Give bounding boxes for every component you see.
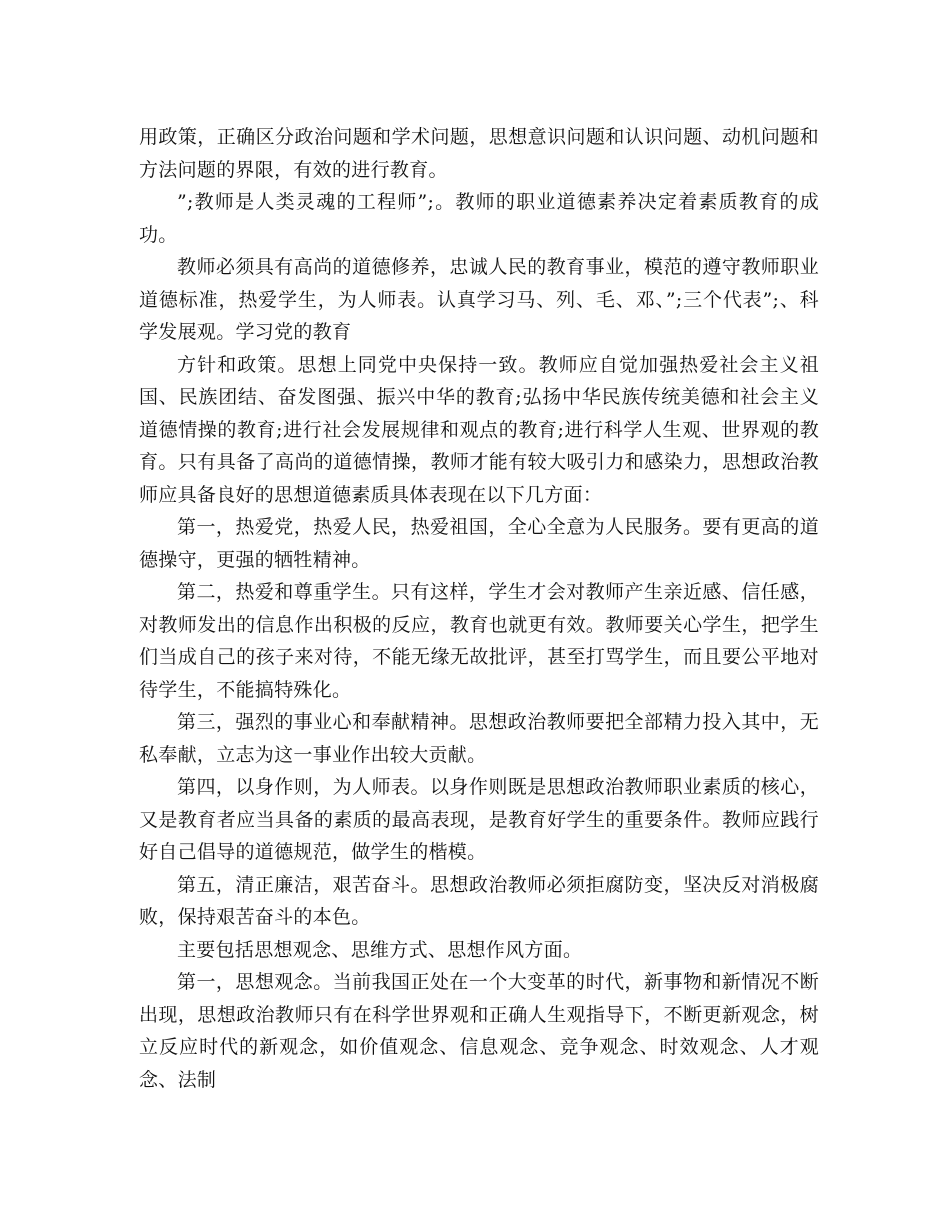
paragraph-3: 教师必须具有高尚的道德修养，忠诚人民的教育事业，模范的遵守教师职业道德标准，热爱学生，为人师表。认真学习马、列、毛、邓、”;三个代表”;、科学发展观。学习党的教育 — [139, 256, 819, 343]
paragraph-8: 第四，以身作则，为人师表。以身作则既是思想政治教师职业素质的核心，又是教育者应当具备的素质的最高表现，是教育好学生的重要条件。教师应践行好自己倡导的道德规范，做学生的楷模。 — [139, 776, 819, 863]
paragraph-9: 第五，清正廉洁，艰苦奋斗。思想政治教师必须拒腐防变，坚决反对消极腐败，保持艰苦奋斗的本色。 — [139, 873, 819, 928]
paragraph-7: 第三，强烈的事业心和奉献精神。思想政治教师要把全部精力投入其中，无私奉献，立志为这一事业作出较大贡献。 — [139, 711, 819, 766]
paragraph-4: 方针和政策。思想上同党中央保持一致。教师应自觉加强热爱社会主义祖国、民族团结、奋发图强、振兴中华的教育;弘扬中华民族传统美德和社会主义道德情操的教育;进行社会发展规律和观点的教育;进行科学人生观、世界观的教育。只有具备了高尚的道德情操，教师才能有较大吸引力和感染力，思想政治教师应具备良好的思想道德素质具体表现在以下几方面： — [139, 353, 819, 506]
document-body — [139, 121, 819, 1096]
paragraph-5: 第一，热爱党，热爱人民，热爱祖国，全心全意为人民服务。要有更高的道德操守，更强的牺牲精神。 — [139, 516, 819, 571]
paragraph-2: ”;教师是人类灵魂的工程师”;。教师的职业道德素养决定着素质教育的成功。 — [139, 191, 819, 246]
paragraph-6: 第二，热爱和尊重学生。只有这样，学生才会对教师产生亲近感、信任感，对教师发出的信息作出积极的反应，教育也就更有效。教师要关心学生，把学生们当成自己的孩子来对待，不能无缘无故批评，甚至打骂学生，而且要公平地对待学生，不能搞特殊化。 — [139, 581, 819, 701]
paragraph-1: 用政策，正确区分政治问题和学术问题，思想意识问题和认识问题、动机问题和方法问题的界限，有效的进行教育。 — [139, 126, 819, 181]
paragraph-11: 第一，思想观念。当前我国正处在一个大变革的时代，新事物和新情况不断出现，思想政治教师只有在科学世界观和正确人生观指导下，不断更新观念，树立反应时代的新观念，如价值观念、信息观念、竞争观念、时效观念、人才观念、法制 — [139, 971, 819, 1091]
paragraph-10: 主要包括思想观念、思维方式、思想作风方面。 — [177, 938, 583, 961]
